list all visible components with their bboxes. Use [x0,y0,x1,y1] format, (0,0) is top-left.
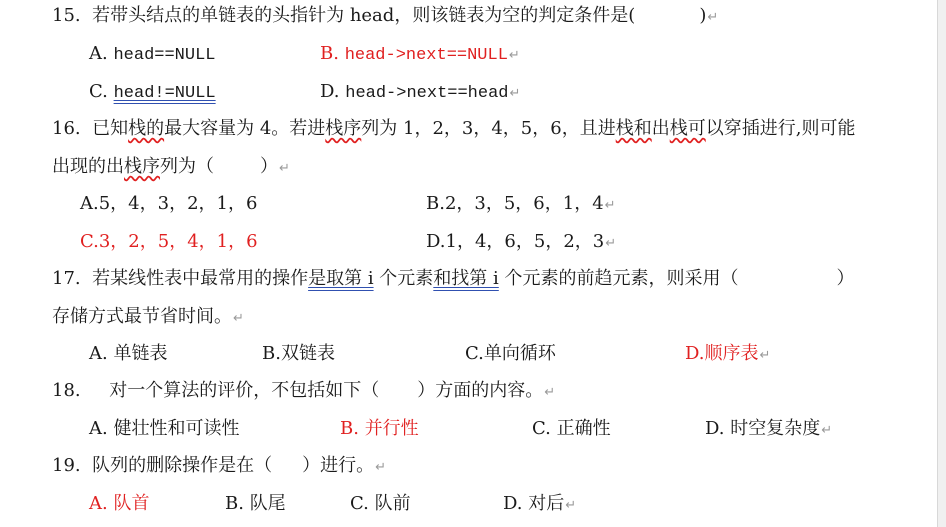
paragraph-mark-icon: ↵ [544,385,556,400]
question-17-stem-line2: 存储方式最节省时间。↵ [52,306,244,327]
option-18-c: C. 正确性 [532,418,611,439]
question-number: 16. [52,118,81,139]
paragraph-mark-icon: ↵ [509,86,521,101]
option-15-a: A. head==NULL [89,43,216,65]
question-text: 若带头结点的单链表的头指针为 head，则该链表为空的判定条件是( [92,5,636,26]
option-19-c: C. 队前 [350,493,411,514]
paragraph-mark-icon: ↵ [565,498,577,513]
paragraph-mark-icon: ↵ [508,48,520,63]
option-18-d: D. 时空复杂度↵ [705,418,833,439]
question-17-stem-line1: 17. 若某线性表中最常用的操作是取第 i 个元素和找第 i 个元素的前趋元素，则采用（ ） [52,268,855,289]
paragraph-mark-icon: ↵ [605,236,617,251]
paragraph-mark-icon: ↵ [233,311,244,326]
question-number: 19. [52,455,81,476]
option-17-d: D.顺序表↵ [685,343,771,364]
option-15-b: B. head->next==NULL↵ [320,43,520,65]
vertical-scrollbar[interactable] [937,0,946,527]
paragraph-mark-icon: ↵ [707,10,719,25]
question-number: 18. [52,380,81,401]
option-19-b: B. 队尾 [225,493,286,514]
paragraph-mark-icon: ↵ [759,348,771,363]
option-16-b: B.2，3，5，6，1，4↵ [426,193,616,214]
paragraph-mark-icon: ↵ [279,161,290,176]
option-19-a: A. 队首 [89,493,150,514]
question-16-stem-line2: 出现的出栈序列为（ ）↵ [52,156,290,177]
option-17-a: A. 单链表 [89,343,168,364]
question-number: 17. [52,268,81,289]
option-15-d: D. head->next==head↵ [320,81,521,103]
question-16-stem-line1: 16. 已知栈的最大容量为 4。若进栈序列为 1，2，3，4，5，6，且进栈和出栈可以穿插进行,则可能 [52,118,856,139]
paragraph-mark-icon: ↵ [821,423,833,438]
question-18-stem: 18. 对一个算法的评价，不包括如下（ ）方面的内容。↵ [52,380,556,401]
option-17-c: C.单向循环 [465,343,556,364]
option-17-b: B.双链表 [262,343,335,364]
question-15-stem: 15. 若带头结点的单链表的头指针为 head，则该链表为空的判定条件是( )↵ [52,5,719,26]
question-19-stem: 19. 队列的删除操作是在（ ）进行。↵ [52,455,386,476]
option-19-d: D. 对后↵ [503,493,577,514]
option-15-c: C. head!=NULL [89,81,216,103]
option-18-a: A. 健壮性和可读性 [89,418,240,439]
paragraph-mark-icon: ↵ [375,460,386,475]
option-16-c: C.3，2，5，4，1，6 [80,231,258,252]
option-16-a: A.5，4，3，2，1，6 [80,193,258,214]
question-number: 15. [52,5,81,26]
option-16-d: D.1，4，6，5，2，3↵ [426,231,617,252]
paragraph-mark-icon: ↵ [604,198,616,213]
option-18-b: B. 并行性 [340,418,419,439]
